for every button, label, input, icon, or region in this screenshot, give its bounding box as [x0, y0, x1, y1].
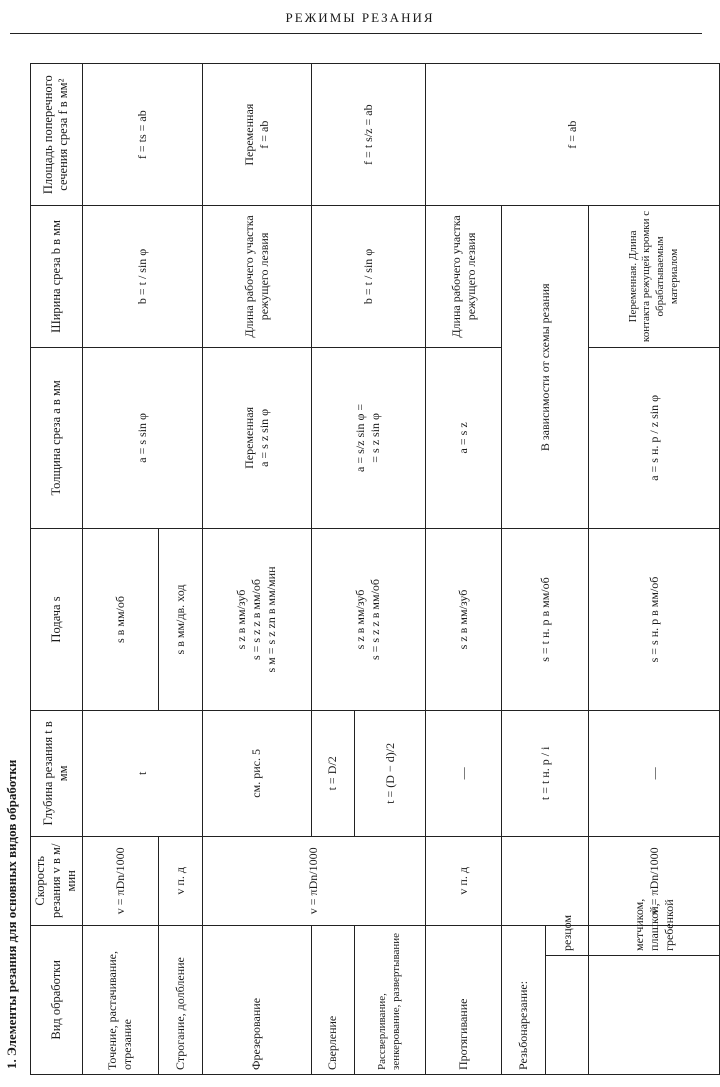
feed-planing: s в мм/дв. ход: [159, 529, 203, 711]
running-head: РЕЖИМЫ РЕЗАНИЯ: [285, 10, 435, 25]
area-turning: f = ts = ab: [82, 64, 202, 206]
speed-turning: v = πDn/1000: [82, 836, 158, 925]
width-broaching: Длина рабочего участка режущего лезвия: [425, 206, 501, 347]
speed-threading-tap: v = πDn/1000: [589, 836, 720, 925]
feed-milling-line-2: s = s z z в мм/об: [249, 578, 264, 661]
kind-reaming: Рассверливание, зенкерование, развертывание: [355, 925, 426, 1074]
kind-broaching: Протягивание: [425, 925, 501, 1074]
feed-drilling-line-2: s = s z z в мм/об: [368, 578, 383, 661]
area-milling-line-1: Переменная: [241, 103, 256, 166]
row-threading-tap: [589, 64, 720, 1075]
kind-milling: Фрезерование: [202, 925, 311, 1074]
thickness-drilling-line-2: = s z sin φ: [368, 413, 383, 463]
feed-broaching: s z в мм/зуб: [425, 529, 501, 711]
kind-threading-tap: метчиком, плашкой, гребенкой: [589, 925, 720, 955]
area-threading: f = ab: [425, 64, 719, 206]
elements-table: [30, 63, 720, 1075]
row-threading-header: [502, 64, 546, 1075]
speed-threading-cutter: [502, 836, 589, 925]
feed-drilling: [311, 529, 425, 711]
depth-milling: см. рис. 5: [202, 710, 311, 836]
thickness-broaching: a = s z: [425, 347, 501, 529]
depth-drilling: t = D/2: [311, 710, 355, 836]
thickness-width-threading-cutter: В зависимости от схемы резания: [502, 206, 589, 529]
depth-broaching: —: [425, 710, 501, 836]
thickness-milling-line-1: Переменная: [241, 406, 256, 469]
col-header-width: Ширина среза b в мм: [31, 206, 83, 347]
indent-cell: [545, 955, 589, 1074]
table-title: 1. Элементы резания для основных видов обработки: [4, 759, 19, 1069]
row-broaching: [425, 64, 501, 1075]
col-header-feed: Подача s: [31, 529, 83, 711]
depth-threading-cutter: t = t н. р / i: [502, 710, 589, 836]
header-rule: [10, 33, 702, 34]
feed-drilling-line-1: s z в мм/зуб: [353, 589, 368, 650]
width-drilling: b = t / sin φ: [311, 206, 425, 347]
col-header-depth: Глубина резания t в мм: [31, 710, 83, 836]
thickness-milling-line-2: a = s z sin φ: [256, 408, 271, 467]
area-drilling: f = t s/z = ab: [311, 64, 425, 206]
area-milling-line-2: f = ab: [256, 120, 271, 149]
col-header-kind: Вид обработки: [31, 925, 83, 1074]
kind-planing: Строгание, долбление: [159, 925, 203, 1074]
kind-threading-header: Резьбонарезание:: [502, 925, 546, 1074]
header-row: [31, 64, 83, 1075]
thickness-turning: a = s sin φ: [82, 347, 202, 529]
width-threading-tap: Переменная. Длина контакта режущей кромки с обрабатываемым материалом: [589, 206, 720, 347]
col-header-area: Площадь поперечного сечения среза f в мм²: [31, 64, 83, 206]
col-header-thickness: Толщина среза a в мм: [31, 347, 83, 529]
rotated-table-container: [0, 63, 720, 1075]
indent-cell: [589, 955, 720, 1074]
feed-milling-line-1: s z в мм/зуб: [234, 589, 249, 650]
speed-drilling: v = πDn/1000: [202, 836, 425, 925]
kind-turning: Точение, растачивание, отрезание: [82, 925, 158, 1074]
thickness-drilling-line-1: a = s/z sin φ =: [353, 403, 368, 472]
width-milling: Длина рабочего участка режущего лезвия: [202, 206, 311, 347]
thickness-threading-tap: a = s н. р / z sin φ: [589, 347, 720, 529]
thickness-drilling: [311, 347, 425, 529]
area-milling: [202, 64, 311, 206]
depth-turning: t: [82, 710, 202, 836]
depth-threading-tap: —: [589, 710, 720, 836]
feed-turning: s в мм/об: [82, 529, 158, 711]
feed-milling: [202, 529, 311, 711]
depth-reaming: t = (D − d)/2: [355, 710, 426, 836]
speed-planing: v п. д: [159, 836, 203, 925]
row-turning: [82, 64, 158, 1075]
row-milling: [202, 64, 311, 1075]
feed-threading-cutter: s = t н. р в мм/об: [502, 529, 589, 711]
col-header-speed: Скорость резания v в м/мин: [31, 836, 83, 925]
feed-milling-line-3: s м = s z zn в мм/мин: [264, 566, 279, 673]
speed-broaching: v п. д: [425, 836, 501, 925]
thickness-milling: [202, 347, 311, 529]
kind-drilling: Сверление: [311, 925, 355, 1074]
feed-threading-tap: s = s н. р в мм/об: [589, 529, 720, 711]
width-turning: b = t / sin φ: [82, 206, 202, 347]
kind-threading-cutter: резцом: [545, 925, 589, 955]
